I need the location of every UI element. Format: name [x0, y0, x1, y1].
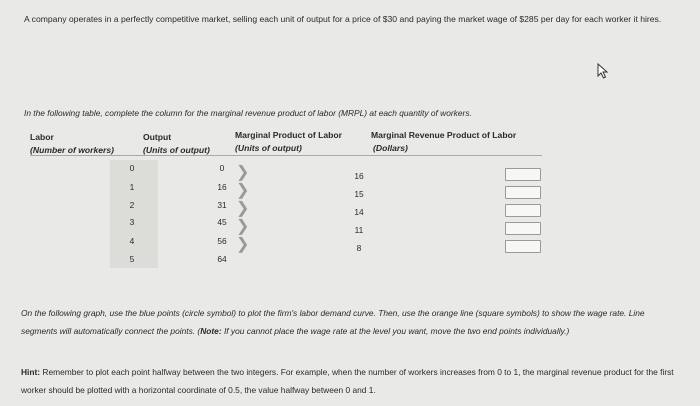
- output-cell: 31: [217, 200, 227, 210]
- note-label: Note:: [200, 326, 222, 336]
- note-text: If you cannot place the wage rate at the level you want, move the two end points individually.): [221, 326, 570, 336]
- header-mrpl-sub: (Dollars): [373, 143, 408, 153]
- mouse-cursor-icon: [596, 62, 612, 80]
- labor-cell: 0: [129, 163, 135, 173]
- graph-instruction: [21, 304, 681, 340]
- labor-cell: 5: [129, 254, 135, 264]
- chevron-right-icon: ❯: [236, 200, 250, 217]
- chevron-right-icon: ❯: [236, 182, 250, 199]
- hint-body: Remember to plot each point halfway between the two integers. For example, when the number of workers increases from 0 to 1, the marginal revenue product for the first worker should be plotted with a horizontal coordinate of 0.5, the value halfway between 0 and 1.: [21, 367, 674, 395]
- hint-text: [21, 363, 681, 399]
- graph-instruction-text: On the following graph, use the blue points (circle symbol) to plot the firm's labor demand curve. Then, use the orange line (square symbols) to show the wage rate. Line segments will automatically connect the points. (: [21, 308, 645, 336]
- intro-text: A company operates in a perfectly competitive market, selling each unit of output for a price of $30 and paying the market wage of $285 per day for each worker it hires.: [24, 14, 662, 24]
- output-cell: 45: [217, 217, 227, 227]
- output-cell: 64: [217, 254, 227, 264]
- header-labor-sub: (Number of workers): [30, 145, 115, 155]
- mrpl-input-2[interactable]: [505, 186, 541, 199]
- header-mpl-sub: (Units of output): [235, 143, 302, 153]
- hint-label: Hint:: [21, 367, 41, 377]
- output-cell: 16: [217, 182, 227, 192]
- header-output-sub: (Units of output): [143, 145, 210, 155]
- mpl-cell: 8: [356, 243, 362, 253]
- labor-column-band: [110, 160, 158, 268]
- header-mrpl-title: Marginal Revenue Product of Labor: [371, 130, 517, 140]
- header-output-title: Output: [143, 132, 172, 142]
- mpl-cell: 15: [354, 189, 364, 199]
- mrpl-input-3[interactable]: [505, 204, 541, 217]
- chevron-right-icon: ❯: [236, 236, 250, 253]
- labor-cell: 1: [129, 182, 135, 192]
- mpl-cell: 16: [354, 171, 364, 181]
- chevron-right-icon: ❯: [236, 218, 250, 235]
- chevron-right-icon: ❯: [236, 164, 250, 181]
- labor-cell: 3: [129, 217, 135, 227]
- header-divider: [30, 155, 542, 156]
- header-output: [143, 131, 210, 157]
- header-labor-title: Labor: [30, 132, 54, 142]
- output-cell: 56: [217, 236, 227, 246]
- mrpl-input-5[interactable]: [505, 240, 541, 253]
- table-instruction: In the following table, complete the column for the marginal revenue product of labor (MRPL) at each quantity of workers.: [24, 108, 472, 118]
- header-mpl-title: Marginal Product of Labor: [235, 130, 342, 140]
- mpl-cell: 11: [354, 225, 364, 235]
- header-mrpl: [371, 129, 516, 155]
- header-mpl: [235, 129, 342, 155]
- labor-cell: 4: [129, 236, 135, 246]
- mpl-cell: 14: [354, 207, 364, 217]
- mrpl-input-1[interactable]: [505, 168, 541, 181]
- mrpl-input-4[interactable]: [505, 222, 541, 235]
- labor-cell: 2: [129, 200, 135, 210]
- output-cell: 0: [219, 163, 225, 173]
- header-labor: [30, 131, 114, 157]
